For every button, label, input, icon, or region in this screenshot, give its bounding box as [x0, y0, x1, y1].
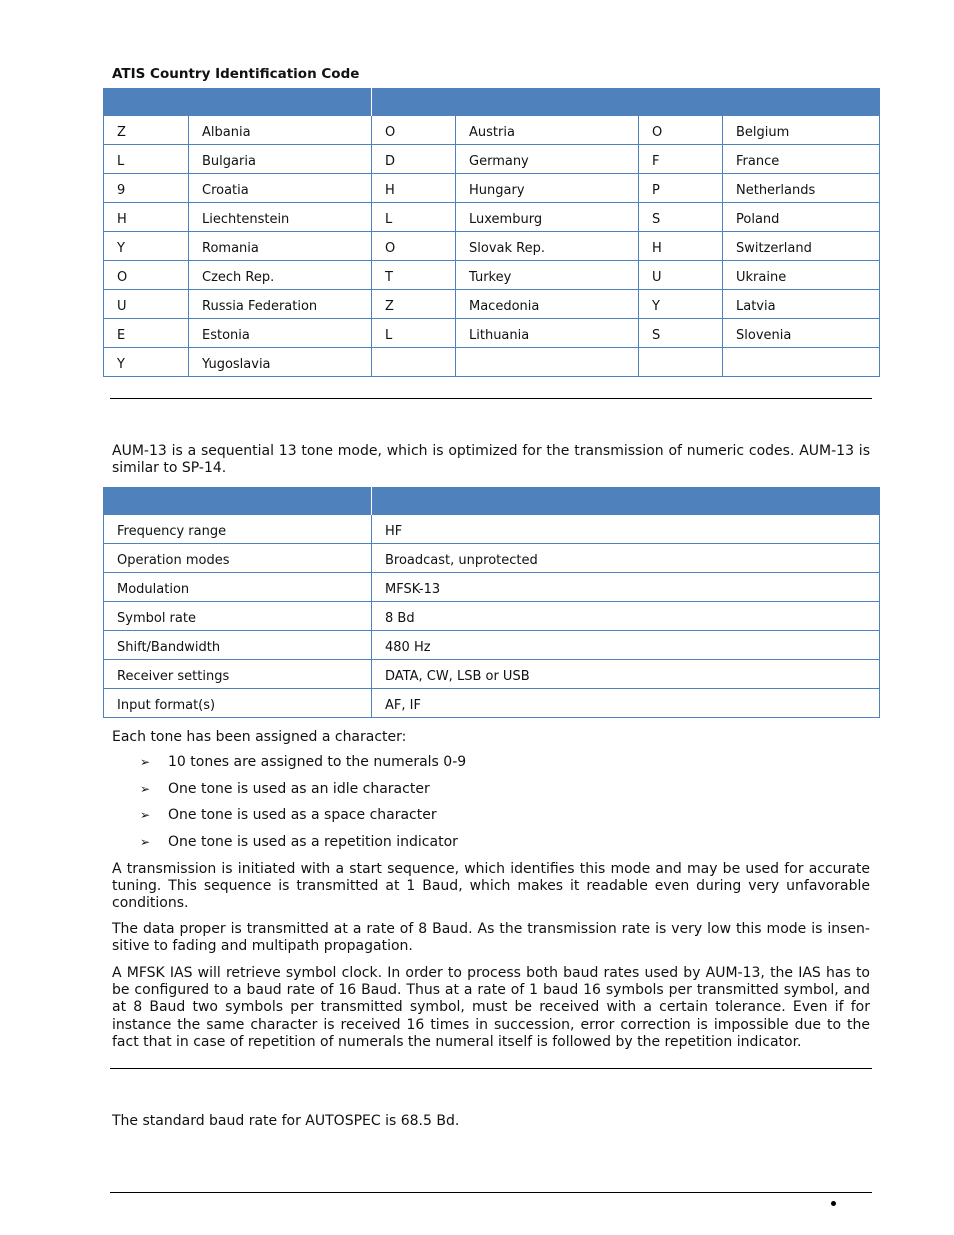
country-name-cell: Estonia [189, 319, 372, 348]
country-name-cell: Czech Rep. [189, 261, 372, 290]
country-name-cell: Russia Federation [189, 290, 372, 319]
section-divider [110, 398, 872, 399]
country-name-cell: Poland [723, 203, 880, 232]
country-name-cell: Luxemburg [456, 203, 639, 232]
country-name-cell: Romania [189, 232, 372, 261]
spec-value-cell: 480 Hz [372, 631, 880, 660]
country-name-cell [723, 348, 880, 377]
footer-rule [110, 1192, 872, 1193]
country-name-cell [456, 348, 639, 377]
table-row [104, 145, 880, 174]
country-code-cell: S [639, 319, 723, 348]
arrow-bullet-icon: ➢ [140, 781, 151, 796]
country-code-cell: S [639, 203, 723, 232]
table-row [104, 515, 880, 544]
paragraph-ias-config: A MFSK IAS will retrieve symbol clock. In order to process both baud rates used by AUM-13, the IAS has to be configured to a baud rate of 16 Baud. Thus at a rate of 1 baud 16 symbols per transmitted symbol, and at 8 Baud two symbols per transmitted symbol, must be received with a certain tolerance. Even if for instance the same character is received 16 times in succession, error correction is impossible due to the fact that in case of repetition of numerals the numeral itself is followed by the repetition indicator. [112, 965, 870, 1050]
list-item [140, 754, 466, 781]
spec-param-cell: Input format(s) [104, 689, 372, 718]
country-code-cell: Z [104, 116, 189, 145]
country-code-cell [639, 348, 723, 377]
country-code-cell [372, 348, 456, 377]
paragraph-data-rate: The data proper is transmitted at a rate of 8 Baud. As the transmission rate is very low this mode is insen-sitive to fading and multipath propagation. [112, 921, 870, 955]
table-row [104, 348, 880, 377]
country-code-cell: L [104, 145, 189, 174]
country-code-table [103, 88, 880, 377]
table-row [104, 174, 880, 203]
table-row [104, 232, 880, 261]
country-code-cell: D [372, 145, 456, 174]
section-title-atis-country-code: ATIS Country Identification Code [112, 66, 360, 82]
country-name-cell: France [723, 145, 880, 174]
country-code-cell: E [104, 319, 189, 348]
country-code-cell: Y [104, 348, 189, 377]
country-name-cell: Austria [456, 116, 639, 145]
country-code-cell: Y [639, 290, 723, 319]
country-name-cell: Slovak Rep. [456, 232, 639, 261]
footer-bullet-icon [831, 1201, 836, 1206]
country-name-cell: Latvia [723, 290, 880, 319]
country-code-cell: H [104, 203, 189, 232]
country-name-cell: Hungary [456, 174, 639, 203]
table-header-row [104, 89, 880, 116]
country-name-cell: Switzerland [723, 232, 880, 261]
country-name-cell: Macedonia [456, 290, 639, 319]
country-name-cell: Germany [456, 145, 639, 174]
table-row [104, 261, 880, 290]
country-name-cell: Belgium [723, 116, 880, 145]
list-item [140, 834, 466, 861]
country-code-cell: L [372, 203, 456, 232]
country-code-cell: F [639, 145, 723, 174]
arrow-bullet-icon: ➢ [140, 834, 151, 849]
country-name-cell: Slovenia [723, 319, 880, 348]
section-divider [110, 1068, 872, 1069]
country-code-cell: Y [104, 232, 189, 261]
country-name-cell: Bulgaria [189, 145, 372, 174]
table-header-cell [372, 89, 880, 116]
country-code-cell: O [104, 261, 189, 290]
spec-value-cell: HF [372, 515, 880, 544]
country-code-cell: H [372, 174, 456, 203]
country-code-cell: O [372, 232, 456, 261]
spec-param-cell: Shift/Bandwidth [104, 631, 372, 660]
list-item-text: One tone is used as a space character [168, 807, 437, 823]
country-code-cell: H [639, 232, 723, 261]
country-name-cell: Yugoslavia [189, 348, 372, 377]
country-name-cell: Croatia [189, 174, 372, 203]
table-row [104, 290, 880, 319]
country-code-cell: 9 [104, 174, 189, 203]
country-code-cell: P [639, 174, 723, 203]
spec-param-cell: Symbol rate [104, 602, 372, 631]
spec-value-cell: MFSK-13 [372, 573, 880, 602]
table-row [104, 544, 880, 573]
country-name-cell: Liechtenstein [189, 203, 372, 232]
list-item-text: One tone is used as a repetition indicator [168, 833, 458, 850]
table-header-cell [104, 488, 372, 515]
country-code-cell: U [104, 290, 189, 319]
spec-param-cell: Receiver settings [104, 660, 372, 689]
country-name-cell: Albania [189, 116, 372, 145]
country-name-cell: Netherlands [723, 174, 880, 203]
spec-param-cell: Modulation [104, 573, 372, 602]
country-name-cell: Ukraine [723, 261, 880, 290]
paragraph-start-sequence: A transmission is initiated with a start sequence, which identifies this mode and may be used for accurate tuning. This sequence is transmitted at 1 Baud, which makes it readable even during very unfavorable conditions. [112, 861, 870, 912]
country-code-cell: O [639, 116, 723, 145]
aum13-spec-table [103, 487, 880, 718]
tone-intro: Each tone has been assigned a character: [112, 729, 407, 745]
tone-assignment-list [140, 754, 466, 860]
spec-value-cell: AF, IF [372, 689, 880, 718]
table-row [104, 660, 880, 689]
table-row [104, 602, 880, 631]
spec-param-cell: Operation modes [104, 544, 372, 573]
country-code-cell: L [372, 319, 456, 348]
spec-value-cell: Broadcast, unprotected [372, 544, 880, 573]
list-item [140, 781, 466, 808]
autospec-baud-text: The standard baud rate for AUTOSPEC is 68.5 Bd. [112, 1113, 460, 1129]
arrow-bullet-icon: ➢ [140, 755, 151, 769]
spec-param-cell: Frequency range [104, 515, 372, 544]
table-row [104, 689, 880, 718]
list-item [140, 807, 466, 834]
country-name-cell: Turkey [456, 261, 639, 290]
country-code-cell: U [639, 261, 723, 290]
list-item-text: One tone is used as an idle character [168, 780, 430, 797]
table-header-cell [372, 488, 880, 515]
spec-value-cell: 8 Bd [372, 602, 880, 631]
country-name-cell: Lithuania [456, 319, 639, 348]
arrow-bullet-icon: ➢ [140, 808, 151, 822]
table-row [104, 116, 880, 145]
country-code-cell: Z [372, 290, 456, 319]
table-row [104, 573, 880, 602]
table-row [104, 203, 880, 232]
spec-value-cell: DATA, CW, LSB or USB [372, 660, 880, 689]
aum13-intro: AUM-13 is a sequential 13 tone mode, which is optimized for the transmission of numeric codes. AUM-13 is similar to SP-14. [112, 443, 870, 477]
table-row [104, 631, 880, 660]
country-code-cell: T [372, 261, 456, 290]
country-code-cell: O [372, 116, 456, 145]
list-item-text: 10 tones are assigned to the numerals 0-9 [168, 754, 467, 770]
table-row [104, 319, 880, 348]
table-header-row [104, 488, 880, 515]
table-header-cell [104, 89, 372, 116]
